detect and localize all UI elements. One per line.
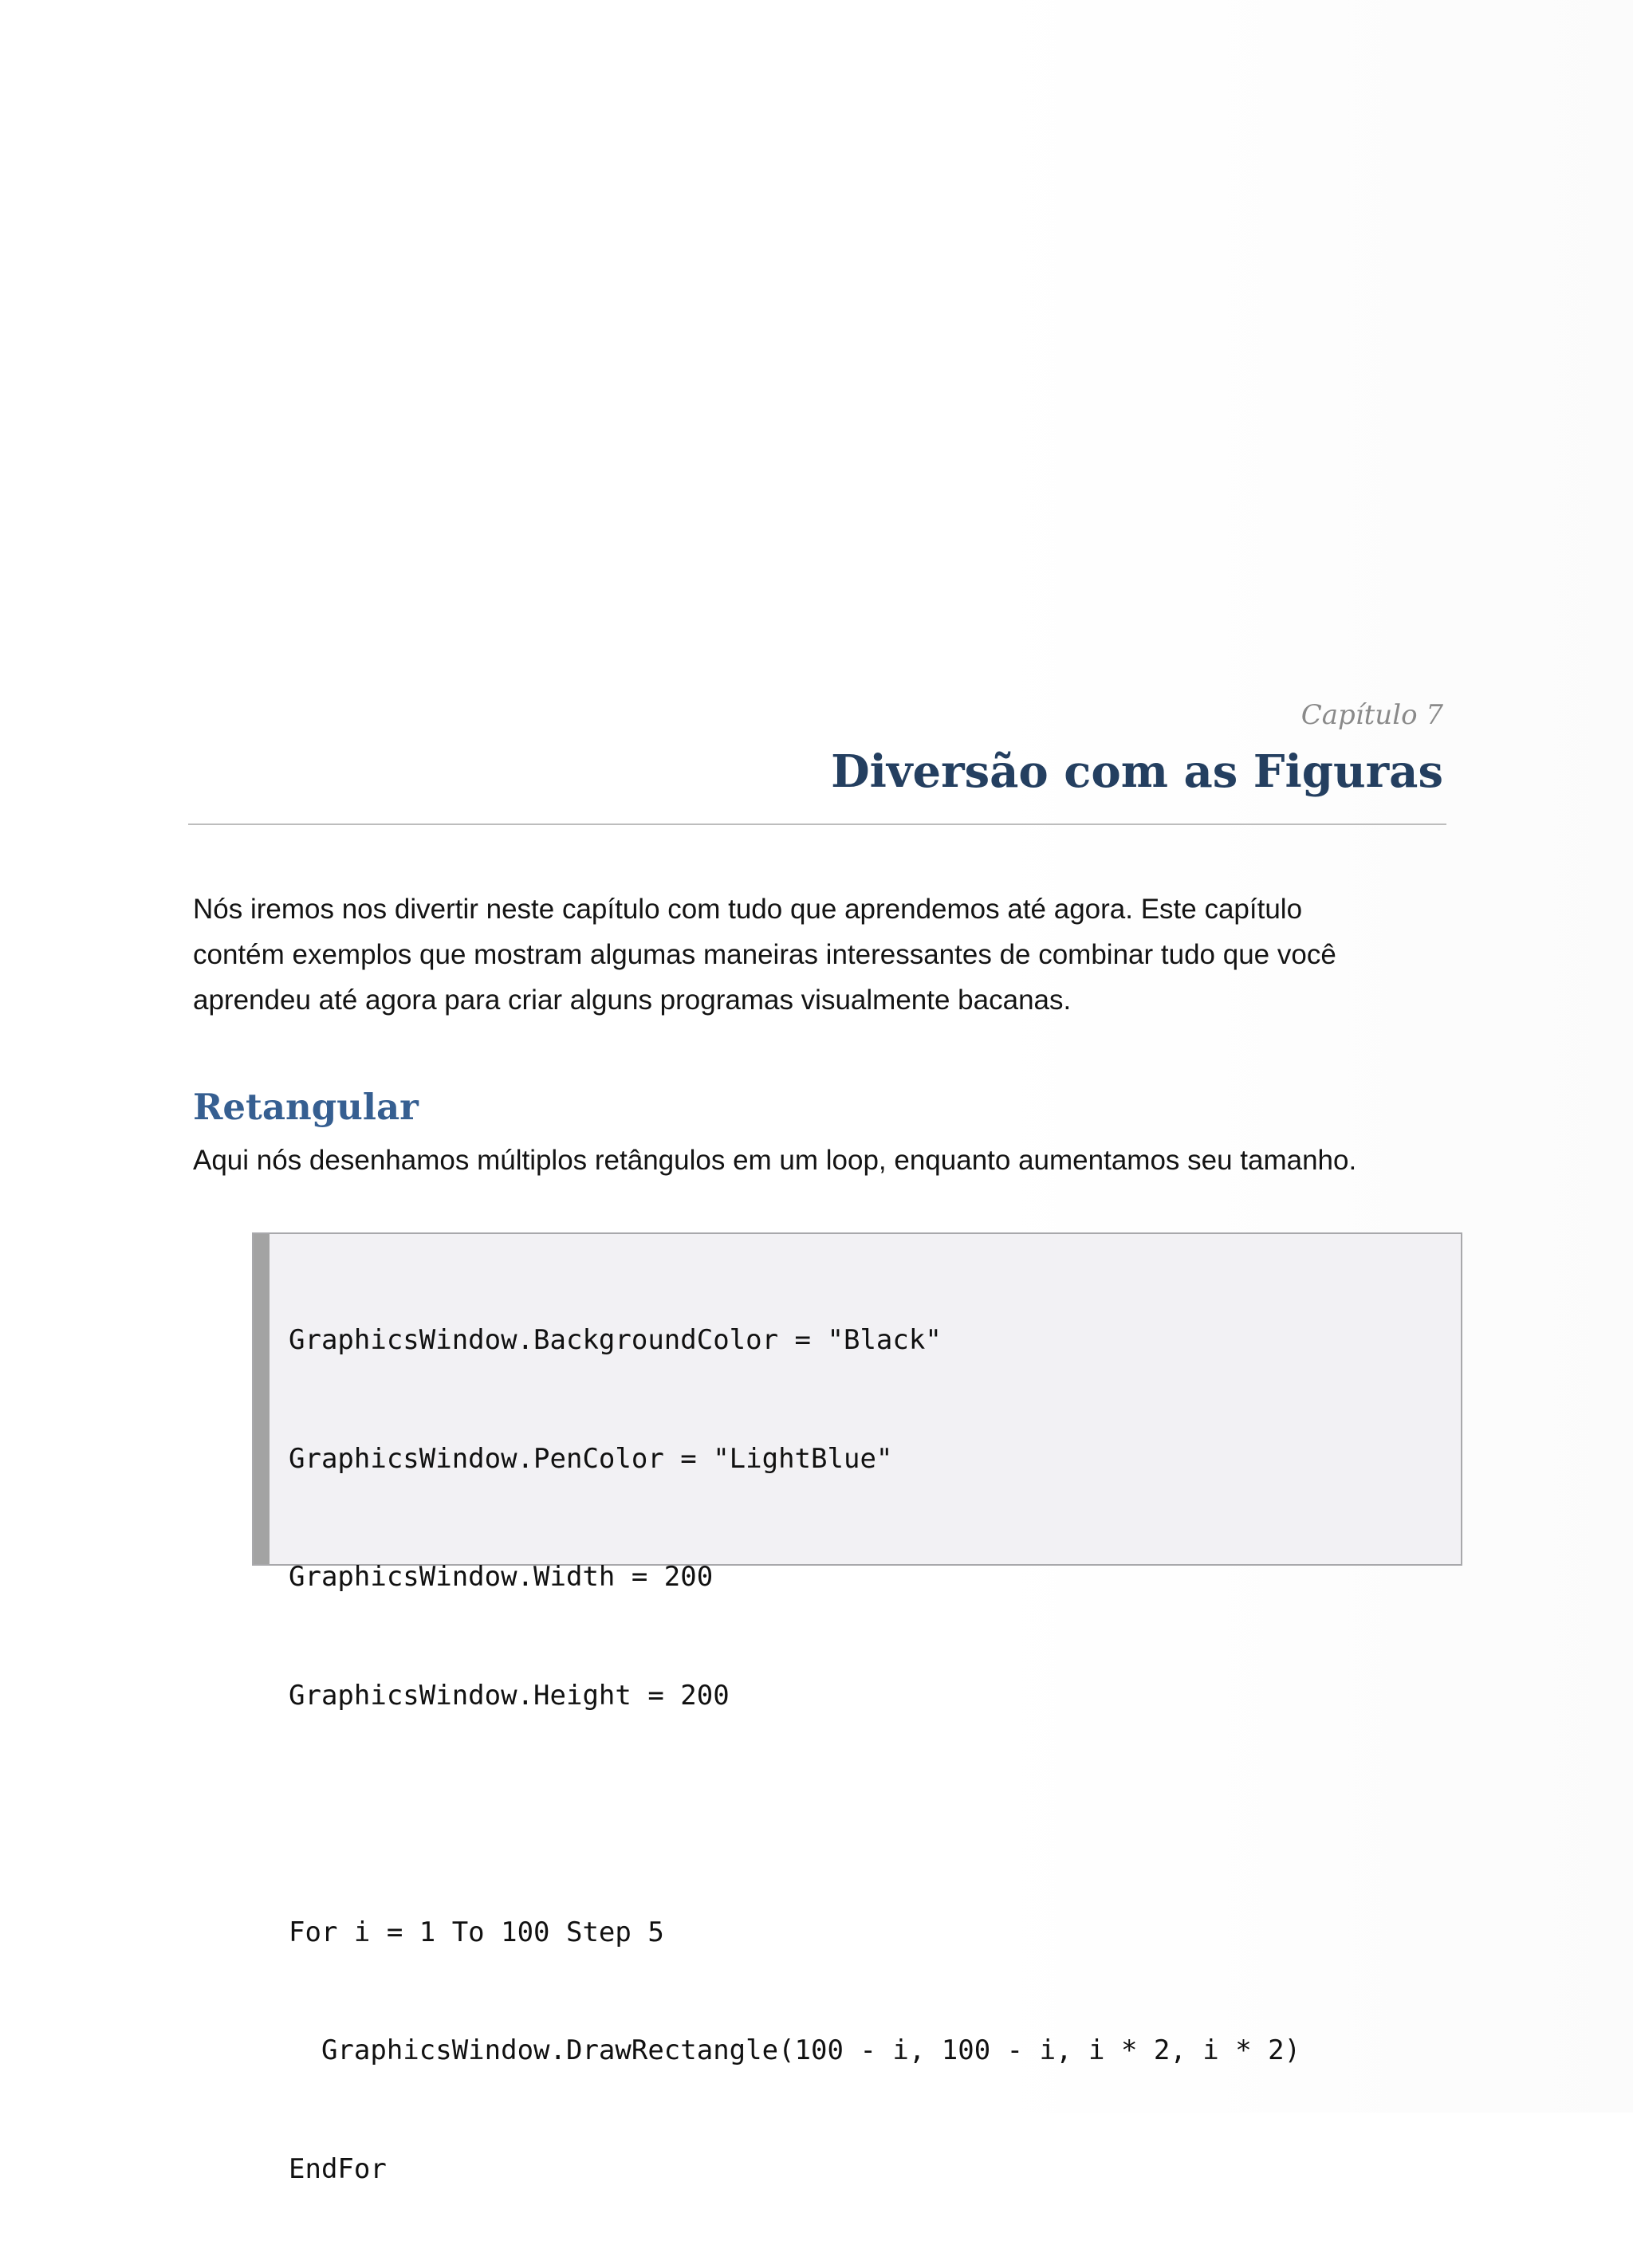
code-line: GraphicsWindow.DrawRectangle(100 - i, 100 - i, i * 2, i * 2) (289, 2034, 1301, 2066)
chapter-label: Capítulo 7 (1300, 699, 1443, 731)
code-line: GraphicsWindow.BackgroundColor = "Black" (289, 1324, 942, 1356)
code-block-bar (254, 1234, 270, 1564)
intro-line: contém exemplos que mostram algumas maneiras interessantes de combinar tudo que você (193, 939, 1336, 970)
section-heading: Retangular (193, 1086, 419, 1128)
code-listing (289, 1242, 1300, 2268)
intro-line: aprendeu até agora para criar alguns programas visualmente bacanas. (193, 985, 1072, 1016)
code-block (252, 1232, 1462, 2185)
code-line: EndFor (289, 2152, 387, 2185)
code-line: GraphicsWindow.PenColor = "LightBlue" (289, 1442, 893, 1475)
code-line: GraphicsWindow.Width = 200 (289, 1561, 714, 1593)
intro-line: Nós iremos nos divertir neste capítulo com tudo que aprendemos até agora. Este capítulo (193, 894, 1303, 925)
section-description: Aqui nós desenhamos múltiplos retângulos em um loop, enquanto aumentamos seu tamanho. (193, 1145, 1357, 1176)
chapter-header (188, 699, 1446, 798)
code-line: GraphicsWindow.Height = 200 (289, 1679, 730, 1712)
code-line: For i = 1 To 100 Step 5 (289, 1916, 664, 1948)
chapter-title: Diversão com as Figuras (831, 745, 1443, 798)
header-divider (188, 823, 1446, 825)
intro-paragraph (193, 886, 1437, 1023)
code-line (289, 1794, 1300, 1834)
